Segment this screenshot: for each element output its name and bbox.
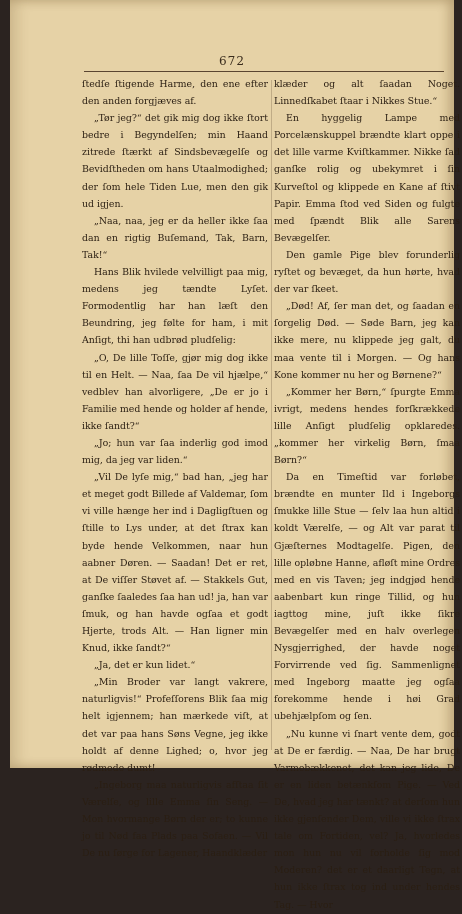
paragraph: „Naa, naa, jeg er da heller ikke ſaa dan en rigtig Buſemand, Tak, Barn, Tak!“ <box>82 215 268 261</box>
paragraph: „Tør jeg?“ det gik mig dog ikke ſtort bedre i Begyndelſen; min Haand zitrede ſtærkt af Sindsbevægelſe og Bevidſtheden om hans Utaalmodighed; der ſom hele Tiden Lue, men den gik ud igjen. <box>82 113 268 210</box>
header-rule <box>84 71 444 72</box>
paragraph: „Vil De lyſe mig,“ bad han, „jeg har et meget godt Billede af Valdemar, ſom vi ville hænge her ind i Dagligſtuen og ſtille to Lys under, at det ſtrax kan byde hende Velkommen, naar hun aabner Døren. — Saadan! Det er ret, at De viſſer Støvet af. — Stakkels Gut, ganſke ſaaledes ſaa han ud! ja, han var ſmuk, og han havde ogſaa et godt Hjerte, trods Alt. — Han ligner min Knud, ikke ſandt?“ <box>82 472 268 655</box>
paragraph: „Død! Af, ſer man det, og ſaadan en ſorgelig Død. — Søde Barn, jeg kan ikke mere, nu klippede jeg galt, du maa vente til i Morgen. — Og hans Kone kommer nu her og Børnene?“ <box>274 301 460 381</box>
left-column <box>82 76 268 862</box>
paragraph: „O, De lille Toſſe, gjør mig dog ikke til en Helt. — Naa, ſaa De vil hjælpe,“ vedblev han alvorligere, „De er jo i Familie med hende og holder af hende, ikke ſandt?“ <box>82 352 268 432</box>
paragraph: „Ingeborg maa naturligvis afſtaa ſit Værelſe, og lille Emma ſin Seng. — Mon hvormange Børn der er; to kunne jo til Nød faa Plads paa Sofaen. — Vil De nu ſørge for Lagener, Haandklæder <box>82 779 268 860</box>
paragraph: „Min Broder var langt vakrere, naturligvis!“ Profeſſorens Blik ſaa mig helt igjennem; han mærkede viſt, at det var paa hans Søns Vegne, jeg ikke holdt af denne Lighed; o, hvor jeg rødmede dumt! <box>82 677 268 774</box>
paragraph: „Ja, det er kun lidet.“ <box>94 660 196 672</box>
right-column <box>274 76 460 914</box>
paragraph: Den gamle Pige blev forunderlig ryſtet og bevæget, da hun hørte, hvad der var ſkeet. <box>274 249 460 296</box>
paragraph: ſtedſe ſtigende Harme, den ene efter den anden forgjæves af. <box>82 79 268 108</box>
paragraph: „Nu kunne vi ſnart vente dem, godt at De er færdig. — Naa, De har brugt Varmebækkenet, det kan jeg lide, De er en liden betænkſom Pige. — Ved De, hvad jeg har tænkt? at derſom hun ikke gjenſender Dem, ville vi ikke ſtrax tale om Fortiden, vel? Ja, hvorledes mon hun nu vil forholde ſig mod Moderen? det er et daarligt Tegn, at hun ikke ſtrax tog ind under hendes Tag. — Hvor <box>274 728 460 911</box>
book-page <box>10 0 460 911</box>
paragraph: klæder og alt ſaadan Noget. Linnedſkabet ſtaar i Nikkes Stue.“ <box>274 79 460 108</box>
paragraph: „Kommer her Børn,“ ſpurgte Emma ivrigt, medens hendes forſkrækkede lille Anſigt pludſelig opklaredes. „kommer her virkelig Børn, ſmaa Børn?“ <box>274 386 460 467</box>
column-divider <box>271 80 272 750</box>
paragraph: Hans Blik hvilede velvilligt paa mig, medens jeg tændte Lyſet. Formodentlig har han læſt den Beundring, jeg følte for ham, i mit Anſigt, thi han udbrød pludſelig: <box>82 267 268 347</box>
paragraph: „Jo; hun var ſaa inderlig god imod mig, da jeg var liden.“ <box>82 437 268 467</box>
paragraph: Da en Timeſtid var forløbet, brændte en munter Ild i Ingeborgs ſmukke lille Stue — ſelv laa hun altid i koldt Værelſe, — og Alt var parat til Gjæſternes Modtagelſe. Pigen, den lille opløbne Hanne, afløſt mine Ordres med en vis Taven; jeg indgjød hende aabenbart kun ringe Tillid, og hun iagttog mine, juſt ikke ſikre Bevægelſer med en halv overlegen Nysgjerrighed, der havde noget Forvirrende ved ſig. Sammenlignet med Ingeborg maatte jeg ogſaa forekomme hende i høi Grad ubehjælpſom og ſen. <box>274 472 460 723</box>
page-number: 672 <box>219 54 245 68</box>
paragraph: En hyggelig Lampe med Porcelænskuppel brændte klart oppe i det lille varme Kviſtkammer. Nikke ſad ganſke rolig og ubekymret i ſin Kurveſtol og klippede en Kane af ſtivt Papir. Emma ſtod ved Siden og fulgte med ſpændt Blik alle Sarens Bevægelſer. <box>274 113 460 244</box>
